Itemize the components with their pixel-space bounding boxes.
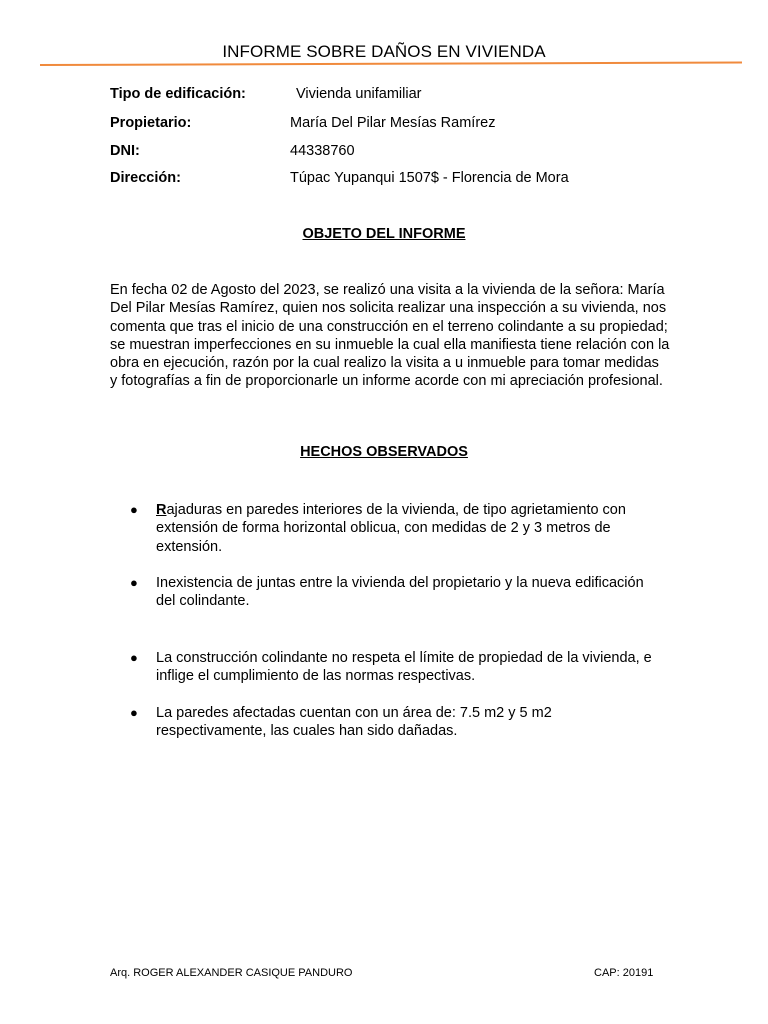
hecho-text-4: La paredes afectadas cuentan con un área de: 7.5 m2 y 5 m2 respectivamente, las cuales han sido dañadas. <box>156 705 552 740</box>
direccion-value: Túpac Yupanqui 1507$ - Florencia de Mora <box>290 170 569 186</box>
objeto-paragraph: En fecha 02 de Agosto del 2023, se realizó una visita a la vivienda de la señora: María Del Pilar Mesías Ramírez, quien nos solicita realizar una inspección a su vivienda, nos comenta que tras el inicio de una construcción en el terreno colindante a su propiedad; se muestran imperfecciones en su inmueble la cual ella manifiesta tiene relación con la obra en ejecución, razón por la cual realizo la visita a u inmueble para tomar medidas y fotografías a fin de proporcionarle un informe acorde con mi apreciación profesional. <box>110 282 670 390</box>
footer-cap: CAP: 20191 <box>594 967 654 979</box>
dni-label: DNI: <box>110 143 140 159</box>
propietario-label: Propietario: <box>110 115 192 131</box>
hecho-text-3: La construcción colindante no respeta el límite de propiedad de la vivienda, e inflige el cumplimiento de las normas respectivas. <box>156 650 652 685</box>
dni-value: 44338760 <box>290 143 355 159</box>
hecho-text-1-rest: ajaduras en paredes interiores de la vivienda, de tipo agrietamiento con extensión de forma horizontal oblicua, con medidas de 2 y 3 metros de extensión. <box>156 502 626 555</box>
tipo-value: Vivienda unifamiliar <box>296 86 422 102</box>
title-divider <box>40 62 742 66</box>
footer-author: Arq. ROGER ALEXANDER CASIQUE PANDURO <box>110 967 353 979</box>
hechos-heading: HECHOS OBSERVADOS <box>300 444 468 460</box>
page-title: INFORME SOBRE DAÑOS EN VIVIENDA <box>222 42 546 61</box>
bullet-icon: ● <box>130 650 138 665</box>
objeto-heading: OBJETO DEL INFORME <box>302 226 466 242</box>
bullet-icon: ● <box>130 502 138 517</box>
hecho-text-1 <box>156 501 666 556</box>
propietario-value: María Del Pilar Mesías Ramírez <box>290 115 496 131</box>
tipo-label: Tipo de edificación: <box>110 86 246 102</box>
hecho-initial-letter: R <box>156 502 167 518</box>
bullet-icon: ● <box>130 705 138 720</box>
bullet-icon: ● <box>130 575 138 590</box>
direccion-label: Dirección: <box>110 170 181 186</box>
hecho-text-2: Inexistencia de juntas entre la vivienda del propietario y la nueva edificación del colindante. <box>156 575 644 610</box>
